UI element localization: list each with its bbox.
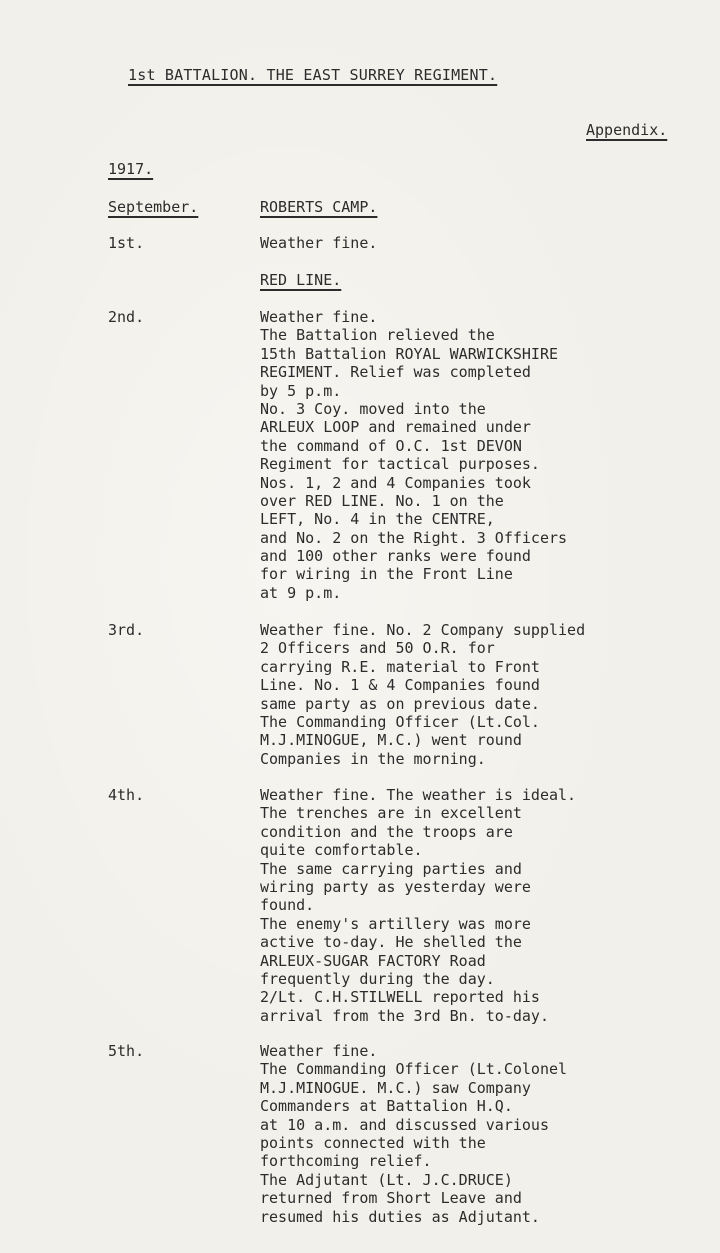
appendix-label: Appendix. <box>586 121 668 139</box>
entry-line: The Commanding Officer (Lt.Colonel <box>260 1060 568 1079</box>
month-heading: September. <box>108 198 199 216</box>
entry-line: The same carrying parties and <box>260 859 522 878</box>
entry-line: M.J.MINOGUE, M.C.) went round <box>260 731 522 750</box>
entry-line: at 10 a.m. and discussed various <box>260 1115 549 1134</box>
entry-line: frequently during the day. <box>260 969 495 988</box>
entry-date-4th: 4th. <box>108 786 145 804</box>
entry-line: and No. 2 on the Right. 3 Officers <box>260 528 568 547</box>
entry-line: Regiment for tactical purposes. <box>260 455 540 474</box>
entry-body-1st <box>260 234 710 252</box>
entry-line: Companies in the morning. <box>260 749 486 768</box>
entry-line: The Commanding Officer (Lt.Col. <box>260 712 540 731</box>
entry-line: Weather fine. No. 2 Company supplied <box>260 621 586 639</box>
entry-line: for wiring in the Front Line <box>260 565 513 584</box>
entry-line: found. <box>260 896 315 915</box>
location-heading-red-line: RED LINE. <box>260 271 342 289</box>
document-title: 1st BATTALION. THE EAST SURREY REGIMENT. <box>128 66 498 84</box>
entry-date-3rd: 3rd. <box>108 621 145 639</box>
entry-line: resumed his duties as Adjutant. <box>260 1207 540 1226</box>
entry-line: Weather fine. <box>260 234 378 252</box>
entry-line: 2/Lt. C.H.STILWELL reported his <box>260 988 540 1007</box>
location-heading-roberts-camp: ROBERTS CAMP. <box>260 198 378 216</box>
entry-line: 15th Battalion ROYAL WARWICKSHIRE <box>260 344 559 363</box>
entry-line: No. 3 Coy. moved into the <box>260 399 486 418</box>
entry-line: Line. No. 1 & 4 Companies found <box>260 676 540 695</box>
entry-line: The enemy's artillery was more <box>260 914 531 933</box>
entry-line: carrying R.E. material to Front <box>260 657 540 676</box>
entry-line: by 5 p.m. <box>260 381 342 400</box>
entry-line: REGIMENT. Relief was completed <box>260 363 531 382</box>
entry-body-5th <box>260 1042 710 1226</box>
entry-body-4th <box>260 786 710 1025</box>
entry-date-2nd: 2nd. <box>108 308 145 326</box>
entry-line: wiring party as yesterday were <box>260 877 531 896</box>
entry-body-3rd <box>260 621 710 768</box>
entry-line: The Battalion relieved the <box>260 326 495 345</box>
entry-line: The Adjutant (Lt. J.C.DRUCE) <box>260 1170 513 1189</box>
entry-line: quite comfortable. <box>260 841 423 860</box>
entry-line: Weather fine. <box>260 1042 378 1060</box>
entry-line: LEFT, No. 4 in the CENTRE, <box>260 510 495 529</box>
entry-line: ARLEUX LOOP and remained under <box>260 418 531 437</box>
entry-line: ARLEUX-SUGAR FACTORY Road <box>260 951 486 970</box>
entry-line: at 9 p.m. <box>260 583 342 602</box>
entry-line: points connected with the <box>260 1133 486 1152</box>
year-heading: 1917. <box>108 160 154 178</box>
entry-line: M.J.MINOGUE. M.C.) saw Company <box>260 1078 531 1097</box>
entry-line: Weather fine. The weather is ideal. <box>260 786 577 804</box>
entry-line: same party as on previous date. <box>260 694 540 713</box>
entry-line: the command of O.C. 1st DEVON <box>260 436 522 455</box>
entry-date-1st: 1st. <box>108 234 145 252</box>
entry-line: condition and the troops are <box>260 822 513 841</box>
entry-line: forthcoming relief. <box>260 1152 432 1171</box>
entry-line: returned from Short Leave and <box>260 1189 522 1208</box>
entry-date-5th: 5th. <box>108 1042 145 1060</box>
entry-line: 2 Officers and 50 O.R. for <box>260 639 495 658</box>
entry-line: arrival from the 3rd Bn. to-day. <box>260 1006 549 1025</box>
entry-line: and 100 other ranks were found <box>260 547 531 566</box>
entry-line: Nos. 1, 2 and 4 Companies took <box>260 473 531 492</box>
entry-line: Commanders at Battalion H.Q. <box>260 1097 513 1116</box>
entry-line: over RED LINE. No. 1 on the <box>260 491 504 510</box>
entry-line: active to-day. He shelled the <box>260 933 522 952</box>
entry-body-2nd <box>260 308 710 602</box>
entry-line: Weather fine. <box>260 308 378 326</box>
entry-line: The trenches are in excellent <box>260 804 522 823</box>
